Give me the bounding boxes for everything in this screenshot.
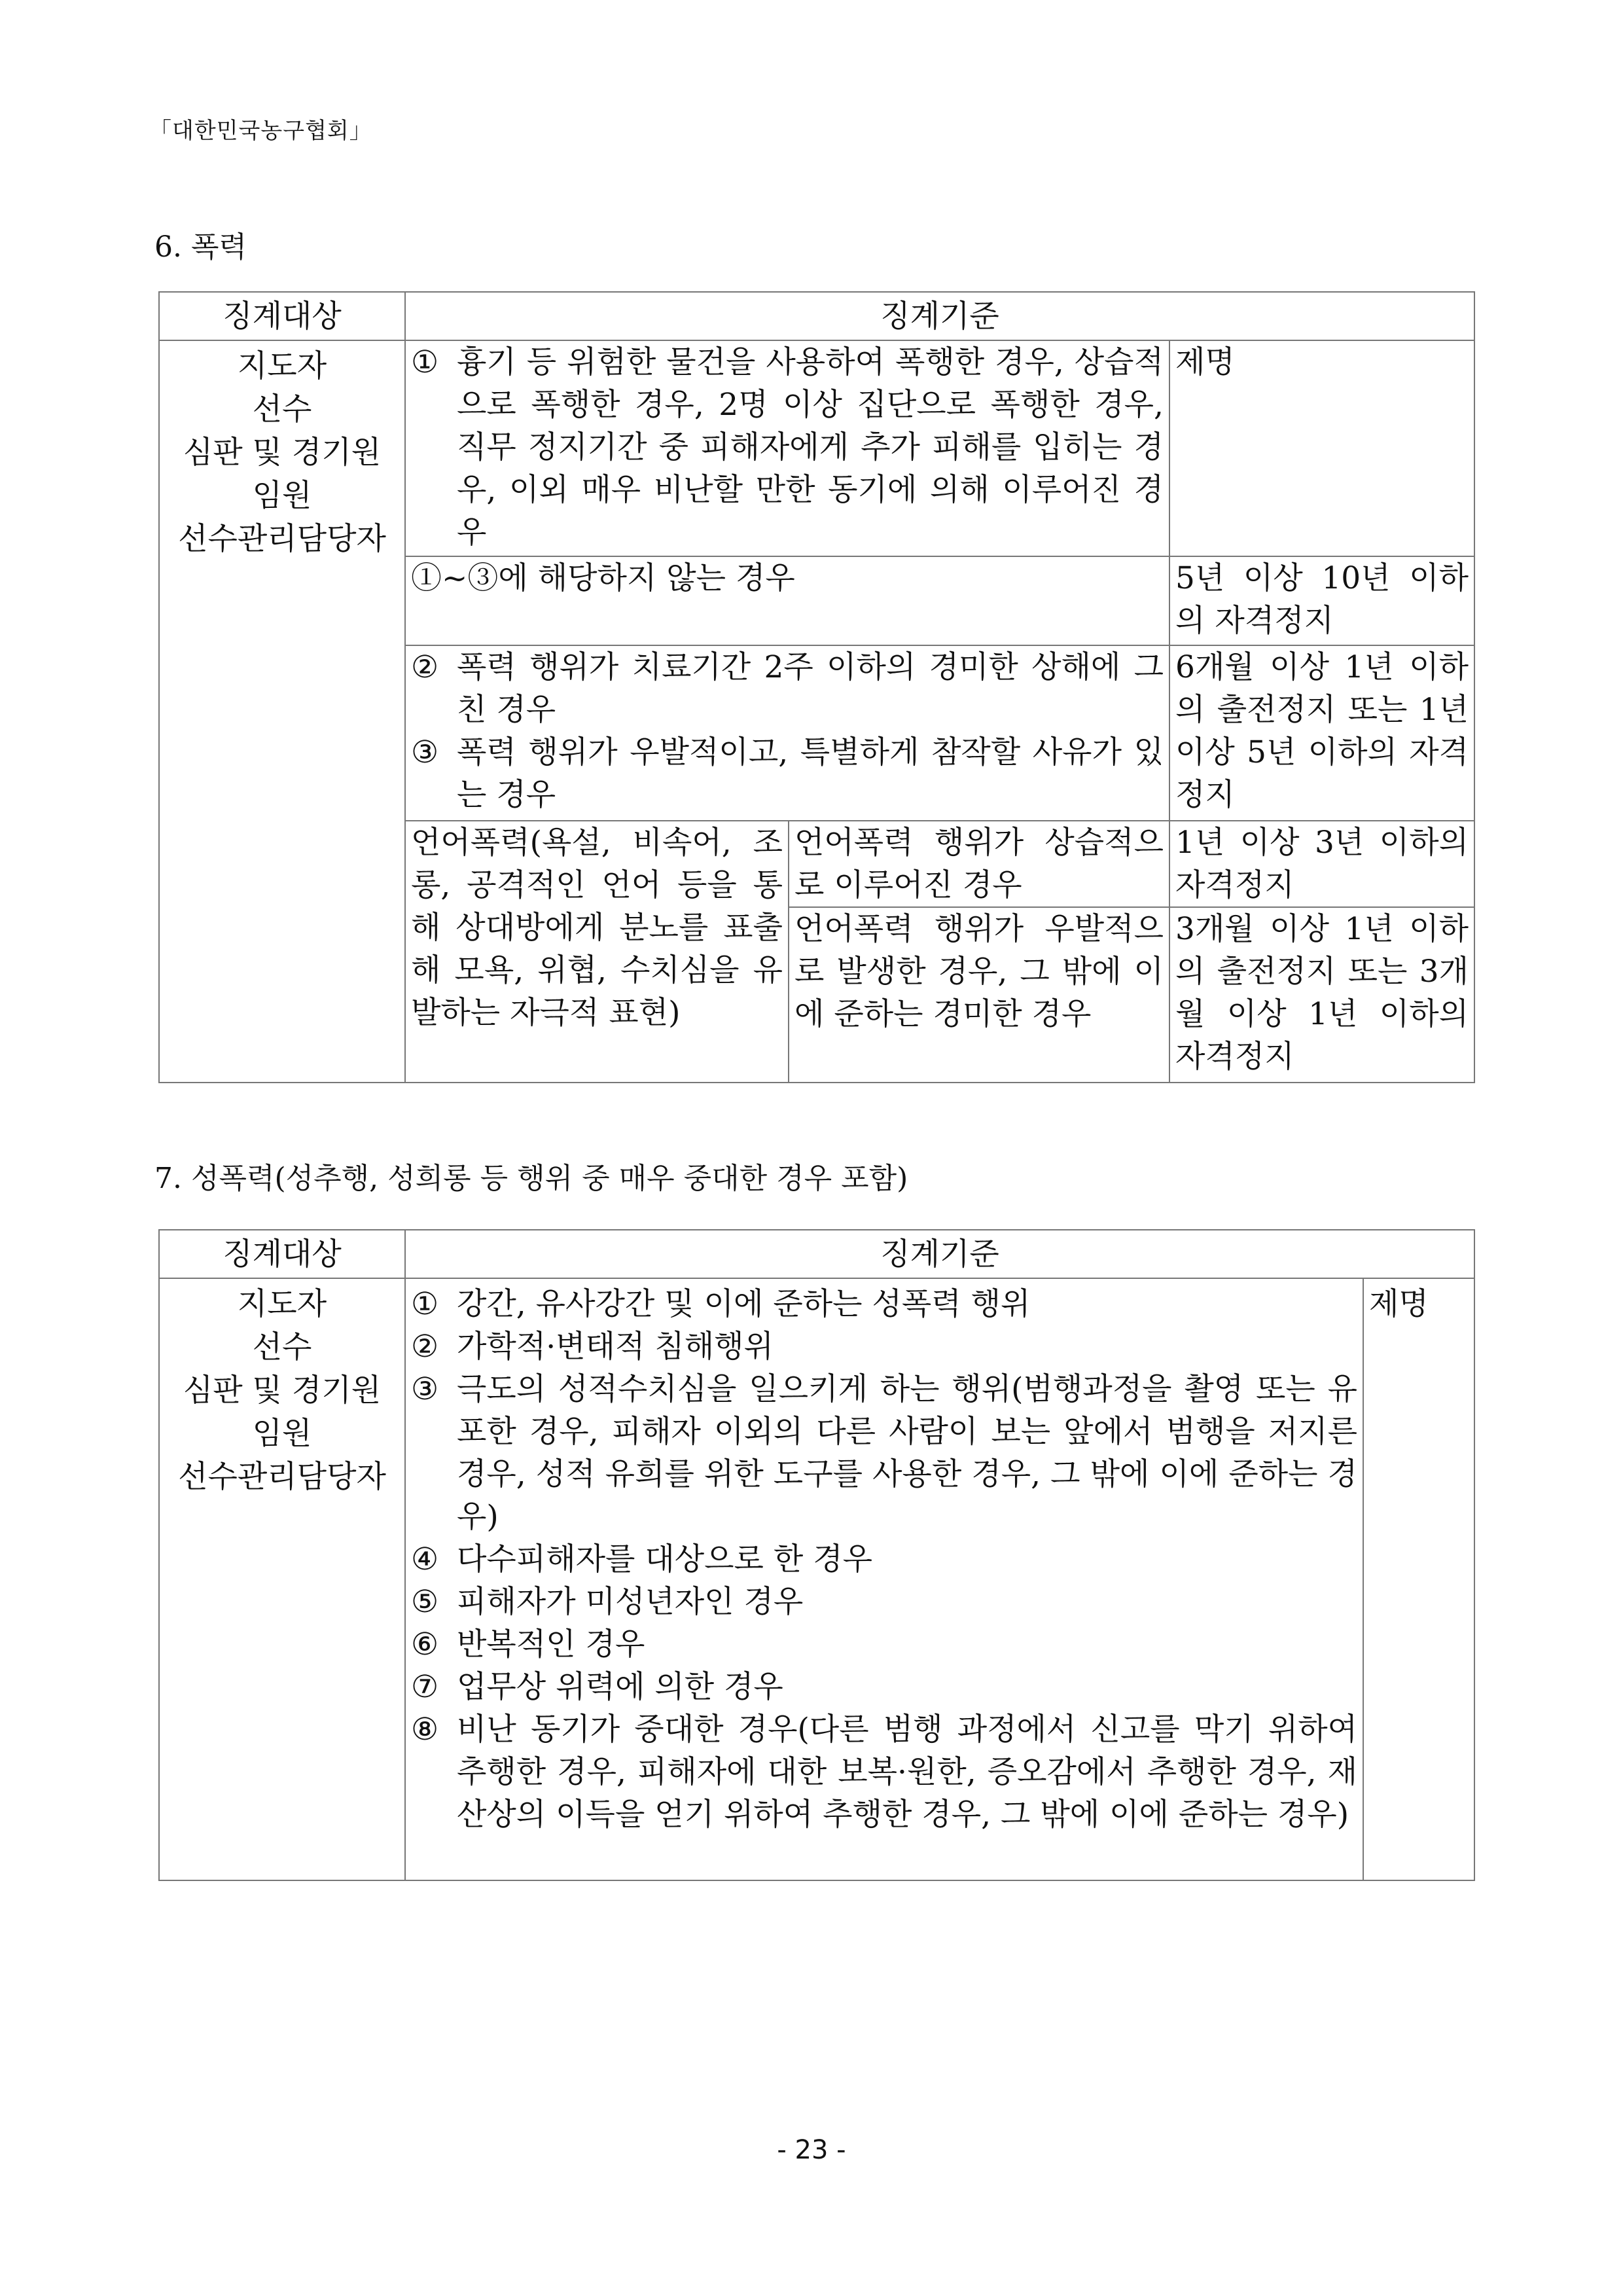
- item-number: ①: [411, 344, 439, 380]
- item-text: 업무상 위력에 의한 경우: [457, 1669, 783, 1705]
- item-text: 극도의 성적수치심을 일으키게 하는 행위(범행과정을 촬영 또는 유포한 경우, 피해자 이외의 다른 사람이 보는 앞에서 범행을 저지른 경우, 성적 유희를 위한 도구를 사용한 경우, 그 밖에 이에 준하는 경우): [457, 1371, 1357, 1535]
- penalty-cell: 3개월 이상 1년 이하의 출전정지 또는 3개월 이상 1년 이하의 자격정지: [1169, 907, 1474, 1083]
- table-row: [159, 1278, 1474, 1880]
- header-target: 징계대상: [159, 1230, 405, 1278]
- list-item: [411, 1708, 1357, 1836]
- target-executive: 임원: [252, 1416, 312, 1452]
- criteria-cell: [405, 340, 1169, 556]
- document-header-organization: 「대한민국농구협회」: [149, 118, 372, 144]
- list-item: [411, 1666, 1357, 1708]
- target-list: [159, 1278, 405, 1880]
- item-text: 폭력 행위가 치료기간 2주 이하의 경미한 상해에 그친 경우: [457, 649, 1164, 728]
- section-heading-violence: 6. 폭력: [154, 230, 247, 264]
- table-row: [159, 340, 1474, 556]
- item-number: ⑤: [411, 1584, 439, 1620]
- list-item: [411, 1325, 1357, 1368]
- sexual-violence-discipline-table: [158, 1229, 1475, 1881]
- section-heading-sexual-violence: 7. 성폭력(성추행, 성희롱 등 행위 중 매우 중대한 경우 포함): [154, 1162, 908, 1195]
- list-item: [411, 1368, 1357, 1538]
- item-text: 폭력 행위가 우발적이고, 특별하게 참작할 사유가 있는 경우: [457, 734, 1164, 813]
- penalty-cell: 6개월 이상 1년 이하의 출전정지 또는 1년 이상 5년 이하의 자격정지: [1169, 645, 1474, 821]
- target-player: 선수: [252, 391, 312, 427]
- target-coach: 지도자: [237, 1286, 327, 1322]
- item-number: ③: [411, 734, 439, 770]
- table-header-row: [159, 292, 1474, 340]
- header-criteria: 징계기준: [405, 292, 1474, 340]
- penalty-cell: 1년 이상 3년 이하의 자격정지: [1169, 821, 1474, 907]
- target-referee: 심판 및 경기원: [183, 435, 382, 471]
- criteria-cell: [405, 645, 1169, 821]
- criteria-cell: 언어폭력 행위가 상습적으로 이루어진 경우: [789, 821, 1169, 907]
- criteria-cell: 언어폭력 행위가 우발적으로 발생한 경우, 그 밖에 이에 준하는 경미한 경우: [789, 907, 1169, 1083]
- list-item: [411, 1283, 1357, 1325]
- item-text: 피해자가 미성년자인 경우: [457, 1584, 804, 1620]
- page-number: - 23 -: [777, 2135, 846, 2165]
- item-number: ④: [411, 1541, 439, 1577]
- criteria-cell: [405, 1278, 1363, 1880]
- header-target: 징계대상: [159, 292, 405, 340]
- target-manager: 선수관리담당자: [178, 1459, 386, 1495]
- table-header-row: [159, 1230, 1474, 1278]
- target-coach: 지도자: [237, 348, 327, 384]
- item-number: ①: [411, 1286, 439, 1322]
- item-number: ②: [411, 649, 439, 685]
- list-item: [411, 1538, 1357, 1581]
- item-text: 다수피해자를 대상으로 한 경우: [457, 1541, 873, 1577]
- item-number: ②: [411, 1329, 439, 1365]
- item-number: ⑥: [411, 1626, 439, 1662]
- list-item: [411, 1623, 1357, 1666]
- item-text: 비난 동기가 중대한 경우(다른 범행 과정에서 신고를 막기 위하여 추행한 경우, 피해자에 대한 보복·원한, 증오감에서 추행한 경우, 재산상의 이득을 얻기 위하여 추행한 경우, 그 밖에 이에 준하는 경우): [457, 1712, 1357, 1833]
- verbal-violence-definition: 언어폭력(욕설, 비속어, 조롱, 공격적인 언어 등을 통해 상대방에게 분노를 표출해 모욕, 위협, 수치심을 유발하는 자극적 표현): [405, 821, 789, 1083]
- penalty-cell: 제명: [1363, 1278, 1474, 1880]
- item-text: 반복적인 경우: [457, 1626, 645, 1662]
- item-text: 흉기 등 위험한 물건을 사용하여 폭행한 경우, 상습적으로 폭행한 경우, 2명 이상 집단으로 폭행한 경우, 직무 정지기간 중 피해자에게 추가 피해를 입히는 경우, 이외 매우 비난할 만한 동기에 의해 이루어진 경우: [457, 344, 1164, 550]
- penalty-cell: 5년 이상 10년 이하의 자격정지: [1169, 556, 1474, 645]
- target-player: 선수: [252, 1329, 312, 1365]
- criteria-cell: ①~③에 해당하지 않는 경우: [405, 556, 1169, 645]
- item-text: 강간, 유사강간 및 이에 준하는 성폭력 행위: [457, 1286, 1031, 1322]
- header-criteria: 징계기준: [405, 1230, 1474, 1278]
- target-referee: 심판 및 경기원: [183, 1372, 382, 1408]
- list-item: [411, 1581, 1357, 1623]
- item-number: ③: [411, 1371, 439, 1407]
- penalty-cell: 제명: [1169, 340, 1474, 556]
- violence-discipline-table: [158, 291, 1475, 1083]
- target-manager: 선수관리담당자: [178, 521, 386, 557]
- target-executive: 임원: [252, 478, 312, 514]
- target-list: [159, 340, 405, 1083]
- item-number: ⑦: [411, 1669, 439, 1705]
- item-number: ⑧: [411, 1712, 439, 1748]
- item-text: 가학적·변태적 침해행위: [457, 1329, 774, 1365]
